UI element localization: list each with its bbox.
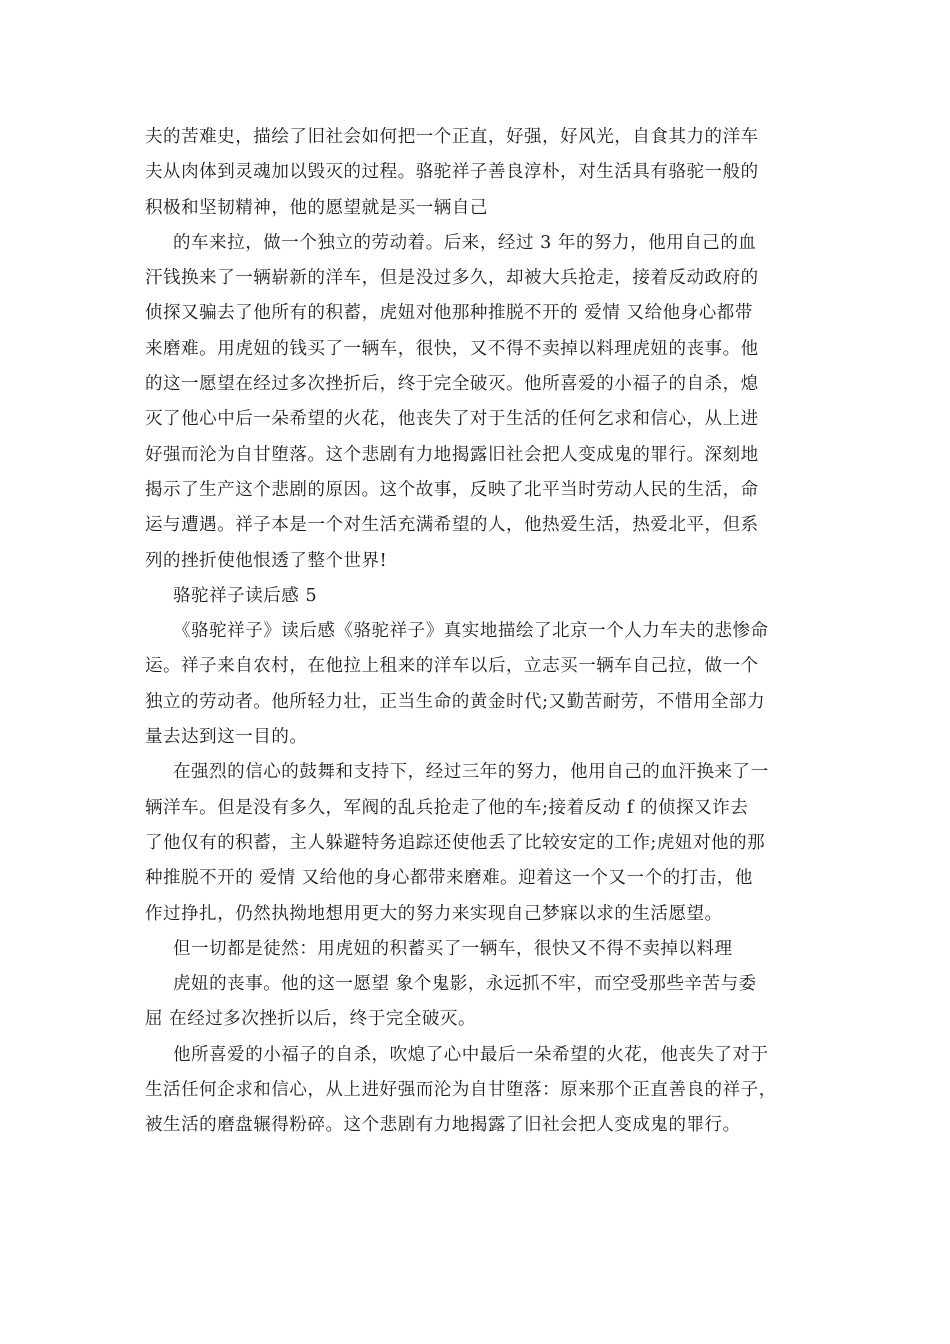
text-line: 列的挫折使他恨透了整个世界!	[145, 550, 388, 571]
text-line: 《骆驼祥子》读后感《骆驼祥子》真实地描绘了北京一个人力车夫的悲惨命	[173, 621, 769, 642]
text-line: 但一切都是徒然：用虎妞的积蓄买了一辆车，很快又不得不卖掉以料理	[173, 938, 733, 959]
text-line: 屈 在经过多次挫折以后，终于完全破灭。	[145, 1009, 477, 1030]
text-line: 的车来拉，做一个独立的劳动着。后来，经过 3 年的努力，他用自己的血	[173, 232, 757, 253]
text-line: 夫的苦难史，描绘了旧社会如何把一个正直，好强，好风光，自食其力的洋车	[145, 127, 759, 147]
text-line: 生活任何企求和信心，从上进好强而沦为自甘堕落：原来那个正直善良的祥子，	[145, 1080, 777, 1101]
text-line: 的这一愿望在经过多次挫折后，终于完全破灭。他所喜爱的小福子的自杀，熄	[145, 374, 759, 395]
text-line: 夫从肉体到灵魂加以毁灭的过程。骆驼祥子善良淳朴，对生活具有骆驼一般的	[145, 162, 759, 183]
text-line: 运。祥子来自农村，在他拉上租来的洋车以后，立志买一辆车自己拉，做一个	[145, 656, 759, 677]
text-line: 他所喜爱的小福子的自杀，吹熄了心中最后一朵希望的火花，他丧失了对于	[173, 1044, 769, 1065]
text-line: 灭了他心中后一朵希望的火花，他丧失了对于生活的任何乞求和信心，从上进	[145, 409, 759, 430]
text-line: 虎妞的丧事。他的这一愿望 象个鬼影，永远抓不牢，而空受那些辛苦与委	[173, 974, 757, 995]
text-line: 辆洋车。但是没有多久，军阀的乱兵抢走了他的车;接着反动 f 的侦探又诈去	[145, 797, 749, 818]
text-line: 被生活的磨盘辗得粉碎。这个悲剧有力地揭露了旧社会把人变成鬼的罪行。	[145, 1115, 741, 1136]
text-line: 揭示了生产这个悲剧的原因。这个故事，反映了北平当时劳动人民的生活，命	[145, 479, 759, 500]
text-line: 好强而沦为自甘堕落。这个悲剧有力地揭露旧社会把人变成鬼的罪行。深刻地	[145, 444, 759, 465]
text-line: 汗钱换来了一辆崭新的洋车，但是没过多久，却被大兵抢走，接着反动政府的	[145, 268, 759, 289]
text-line: 在强烈的信心的鼓舞和支持下，经过三年的努力，他用自己的血汗换来了一	[173, 762, 769, 783]
text-line: 运与遭遇。祥子本是一个对生活充满希望的人，他热爱生活，热爱北平，但系	[145, 515, 759, 536]
text-line: 作过挣扎，仍然执拗地想用更大的努力来实现自己梦寐以求的生活愿望。	[145, 903, 723, 924]
text-line: 量去达到这一目的。	[145, 727, 308, 748]
document-body	[145, 120, 810, 1144]
text-line: 来磨难。用虎妞的钱买了一辆车，很快，又不得不卖掉以料理虎妞的丧事。他	[145, 338, 759, 359]
text-line: 侦探又骗去了他所有的积蓄，虎妞对他那种推脱不开的 爱情 又给他身心都带	[145, 303, 753, 324]
section-heading: 骆驼祥子读后感 5	[173, 585, 318, 606]
text-line: 种推脱不开的 爱情 又给他的身心都带来磨难。迎着这一个又一个的打击，他	[145, 868, 753, 889]
text-line: 独立的劳动者。他所轻力壮，正当生命的黄金时代;又勤苦耐劳，不惜用全部力	[145, 691, 766, 712]
text-line: 了他仅有的积蓄，主人躲避特务追踪还使他丢了比较安定的工作;虎妞对他的那	[145, 832, 766, 853]
text-line: 积极和坚韧精神，他的愿望就是买一辆自己	[145, 197, 488, 218]
